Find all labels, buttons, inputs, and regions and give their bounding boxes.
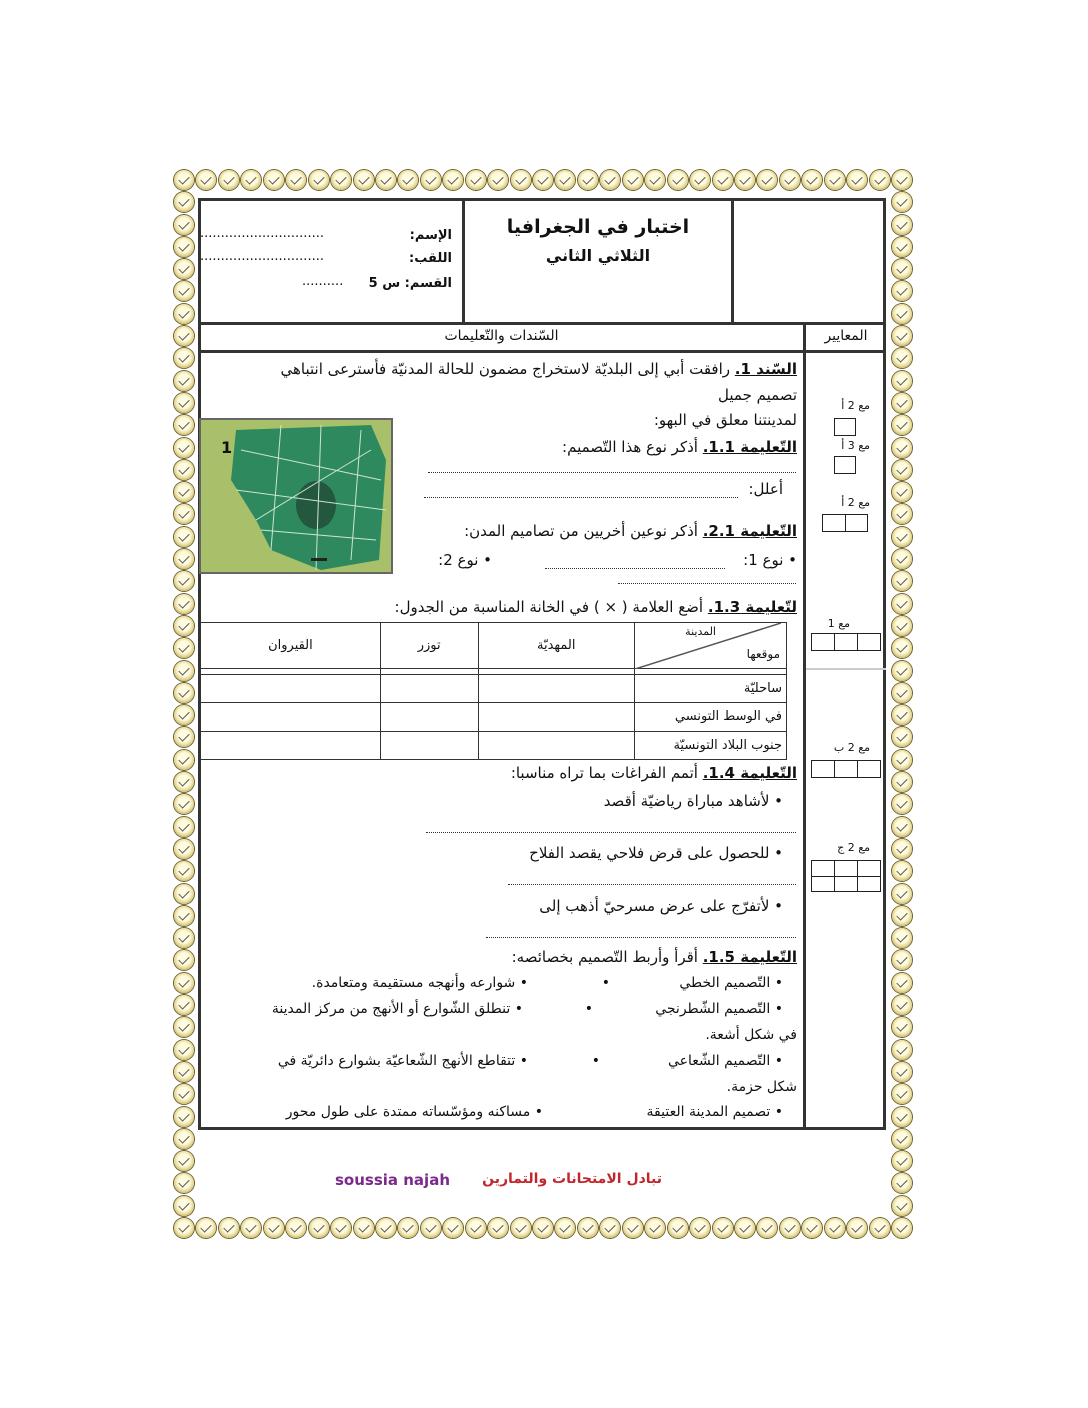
- bead-icon: [241, 170, 261, 190]
- answer-cell[interactable]: [380, 703, 478, 731]
- answer-cell[interactable]: [201, 675, 381, 703]
- bead-icon: [174, 616, 194, 636]
- bead-icon: [892, 192, 912, 212]
- bead-icon: [174, 817, 194, 837]
- bead-icon: [174, 527, 194, 547]
- bead-icon: [892, 594, 912, 614]
- sanad-label: السّند 1.: [734, 360, 797, 378]
- divider: [731, 198, 734, 322]
- corner-city: المدينة: [685, 625, 716, 638]
- bead-icon: [892, 750, 912, 770]
- bead-icon: [174, 1151, 194, 1171]
- bead-icon: [780, 170, 800, 190]
- bead-icon: [600, 1218, 620, 1238]
- bead-icon: [309, 1218, 329, 1238]
- score-box[interactable]: [822, 514, 868, 532]
- bead-icon: [892, 1129, 912, 1149]
- bead-icon: [443, 170, 463, 190]
- bead-icon: [892, 661, 912, 681]
- bead-icon: [690, 170, 710, 190]
- answer-cell[interactable]: [380, 731, 478, 759]
- bead-icon: [892, 1218, 912, 1238]
- bead-icon: [174, 348, 194, 368]
- bead-icon: [174, 1107, 194, 1127]
- q11-label: التّعليمة 1.1.: [702, 438, 797, 456]
- bead-icon: [623, 170, 643, 190]
- q15-feature: • تتقاطع الأنهج الشّعاعيّة بشوارع دائريّة في: [277, 1053, 528, 1069]
- bead-icon: [466, 170, 486, 190]
- score-box[interactable]: [834, 456, 856, 474]
- q15-design: • التّصميم الشّعاعي: [667, 1053, 783, 1069]
- answer-cell[interactable]: [201, 731, 381, 759]
- bead-icon: [174, 794, 194, 814]
- bead-icon: [600, 170, 620, 190]
- bead-icon: [174, 928, 194, 948]
- q21-text: أذكر نوعين أخريين من تصاميم المدن:: [464, 522, 698, 540]
- bead-icon: [286, 1218, 306, 1238]
- bead-icon: [174, 571, 194, 591]
- q15-feature: • تنطلق الشّوارع أو الأنهج من مركز المدينة: [271, 1001, 523, 1017]
- bead-icon: [892, 772, 912, 792]
- bead-icon: [892, 1084, 912, 1104]
- row-label: في الوسط التونسي: [635, 703, 787, 731]
- divider: [198, 322, 886, 325]
- sanad-text: [280, 360, 797, 378]
- criterion-label: مع 2 ب: [833, 741, 870, 754]
- city-header: المهديّة: [478, 623, 635, 669]
- q15-design: • التّصميم الشّطرنجي: [655, 1001, 783, 1017]
- bead-icon: [174, 1218, 194, 1238]
- bead-icon: [174, 973, 194, 993]
- bead-icon: [533, 1218, 553, 1238]
- class-field[interactable]: ..........: [302, 274, 344, 289]
- bead-icon: [757, 1218, 777, 1238]
- bead-icon: [286, 170, 306, 190]
- answer-cell[interactable]: [478, 703, 635, 731]
- bead-icon: [892, 683, 912, 703]
- score-box[interactable]: [811, 760, 881, 778]
- bead-icon: [623, 1218, 643, 1238]
- footer-brand: soussia najah: [335, 1171, 450, 1189]
- bead-icon: [892, 794, 912, 814]
- bead-icon: [892, 438, 912, 458]
- bead-icon: [892, 571, 912, 591]
- q13-text: أضع العلامة ( × ) في الخانة المناسبة من الجدول:: [394, 598, 704, 616]
- score-box[interactable]: [834, 418, 856, 436]
- bead-icon: [174, 1017, 194, 1037]
- bead-icon: [421, 170, 441, 190]
- exam-title: اختبار في الجغرافيا: [506, 216, 690, 238]
- row-label: جنوب البلاد التونسيّة: [635, 731, 787, 759]
- criterion-label: مع 2 أ: [841, 496, 870, 509]
- footer-text: تبادل الامتحانات والتمارين: [482, 1171, 662, 1187]
- name-label: الإسم:: [409, 228, 452, 243]
- bead-icon: [488, 1218, 508, 1238]
- bead-icon: [892, 504, 912, 524]
- bead-icon: [892, 1062, 912, 1082]
- bead-icon: [892, 705, 912, 725]
- q21-type1: • نوع 1:: [743, 551, 797, 569]
- bead-icon: [802, 170, 822, 190]
- bead-icon: [892, 1017, 912, 1037]
- bead-icon: [264, 170, 284, 190]
- bead-icon: [645, 1218, 665, 1238]
- bead-icon: [174, 281, 194, 301]
- bead-icon: [892, 1173, 912, 1193]
- bead-icon: [174, 1084, 194, 1104]
- bead-icon: [488, 170, 508, 190]
- sanad-body: رافقت أبي إلى البلديّة لاستخراج مضمون للحالة المدنيّة فأسترعى انتباهي: [280, 360, 731, 378]
- bead-icon: [174, 438, 194, 458]
- bead-icon: [354, 1218, 374, 1238]
- bead-icon: [174, 1129, 194, 1149]
- bead-icon: [174, 415, 194, 435]
- q14-label: التّعليمة 1.4.: [702, 764, 797, 782]
- q11-justify-line[interactable]: [424, 497, 738, 498]
- bead-icon: [892, 1151, 912, 1171]
- bead-icon: [174, 393, 194, 413]
- bead-icon: [174, 950, 194, 970]
- bead-icon: [690, 1218, 710, 1238]
- bead-icon: [398, 1218, 418, 1238]
- class-label: القسم: س 5: [368, 276, 452, 291]
- bead-icon: [174, 906, 194, 926]
- q14-answer-line[interactable]: [486, 937, 796, 938]
- q15-dot[interactable]: •: [601, 975, 610, 991]
- bead-icon: [892, 415, 912, 435]
- bead-icon: [466, 1218, 486, 1238]
- bead-icon: [892, 616, 912, 636]
- q15-feature: • مساكنه ومؤسّساته ممتدة على طول محور: [285, 1104, 543, 1120]
- q14-answer-line[interactable]: [508, 884, 796, 885]
- q15-feature: • شوارعه وأنهجه مستقيمة ومتعامدة.: [311, 975, 528, 991]
- bead-icon: [870, 170, 890, 190]
- bead-icon: [174, 460, 194, 480]
- score-box[interactable]: [811, 633, 881, 651]
- bead-icon: [892, 348, 912, 368]
- divider: [806, 668, 886, 670]
- bead-icon: [309, 170, 329, 190]
- score-box[interactable]: [811, 860, 881, 892]
- bead-icon: [443, 1218, 463, 1238]
- bead-icon: [892, 817, 912, 837]
- answer-cell[interactable]: [201, 703, 381, 731]
- q21-type2: • نوع 2:: [438, 551, 492, 569]
- q14-answer-line[interactable]: [426, 832, 796, 833]
- bead-icon: [892, 861, 912, 881]
- bead-icon: [780, 1218, 800, 1238]
- bead-icon: [555, 170, 575, 190]
- bead-icon: [892, 527, 912, 547]
- q15-text: أقرأ وأربط التّصميم بخصائصه:: [511, 948, 698, 966]
- bead-icon: [892, 638, 912, 658]
- bead-icon: [892, 1196, 912, 1216]
- bead-icon: [578, 1218, 598, 1238]
- bead-icon: [174, 192, 194, 212]
- q15-design: • التّصميم الخطي: [679, 975, 783, 991]
- bead-icon: [825, 170, 845, 190]
- bead-icon: [892, 549, 912, 569]
- name-field[interactable]: ..............................: [200, 226, 324, 241]
- corner-location: موقعها: [746, 647, 780, 661]
- bead-icon: [174, 371, 194, 391]
- bead-icon: [354, 170, 374, 190]
- criterion-label: مع 2 ج: [837, 841, 870, 854]
- bead-icon: [578, 170, 598, 190]
- q14-item: • لأتفرّج على عرض مسرحيّ أذهب إلى: [539, 897, 783, 915]
- q21-type1-line[interactable]: [545, 568, 725, 569]
- bead-icon: [713, 1218, 733, 1238]
- column-main-header: السّندات والتّعليمات: [444, 328, 559, 344]
- bead-icon: [847, 170, 867, 190]
- bead-icon: [802, 1218, 822, 1238]
- q21-label: التّعليمة 2.1.: [702, 522, 797, 540]
- sanad-line3: لمدينتنا معلق في البهو:: [653, 411, 797, 429]
- row-label: ساحليّة: [635, 675, 787, 703]
- bead-icon: [645, 170, 665, 190]
- q15-label: التّعليمة 1.5.: [702, 948, 797, 966]
- criterion-label: مع 2 أ: [841, 399, 870, 412]
- answer-cell[interactable]: [478, 675, 635, 703]
- bead-icon: [174, 215, 194, 235]
- bead-icon: [892, 928, 912, 948]
- exam-subtitle: الثلاثي الثاني: [545, 246, 651, 265]
- bead-icon: [174, 482, 194, 502]
- q14-item: • للحصول على قرض فلاحي يقصد الفلاح: [529, 844, 783, 862]
- bead-icon: [174, 237, 194, 257]
- divider: [198, 350, 886, 353]
- surname-field[interactable]: ..............................: [200, 249, 324, 264]
- bead-icon: [892, 460, 912, 480]
- bead-icon: [892, 906, 912, 926]
- bead-icon: [174, 727, 194, 747]
- bead-icon: [892, 393, 912, 413]
- bead-icon: [892, 995, 912, 1015]
- bead-icon: [668, 170, 688, 190]
- bead-icon: [421, 1218, 441, 1238]
- bead-icon: [174, 1173, 194, 1193]
- bead-icon: [174, 549, 194, 569]
- bead-icon: [892, 259, 912, 279]
- bead-icon: [892, 170, 912, 190]
- bead-icon: [331, 170, 351, 190]
- bead-icon: [174, 1040, 194, 1060]
- column-criteria-header: المعايير: [824, 328, 868, 344]
- bead-icon: [174, 304, 194, 324]
- divider: [803, 322, 806, 1130]
- q13-label: لتّعليمة 1.3.: [707, 598, 797, 616]
- bead-icon: [219, 1218, 239, 1238]
- q15-feature-cont: شكل حزمة.: [726, 1079, 797, 1095]
- answer-cell[interactable]: [478, 731, 635, 759]
- bead-icon: [174, 861, 194, 881]
- bead-icon: [174, 683, 194, 703]
- bead-icon: [892, 326, 912, 346]
- bead-icon: [892, 884, 912, 904]
- bead-icon: [892, 371, 912, 391]
- bead-icon: [174, 1062, 194, 1082]
- q11-answer-line[interactable]: [428, 472, 796, 473]
- bead-icon: [174, 750, 194, 770]
- q15-feature-cont: في شكل أشعة.: [705, 1027, 797, 1043]
- bead-icon: [219, 170, 239, 190]
- q11-justify-label: أعلل:: [748, 480, 783, 498]
- bead-icon: [713, 170, 733, 190]
- bead-icon: [870, 1218, 890, 1238]
- bead-icon: [892, 973, 912, 993]
- bead-icon: [825, 1218, 845, 1238]
- bead-icon: [892, 281, 912, 301]
- city-header: القيروان: [201, 623, 381, 669]
- table-corner-cell: [635, 623, 787, 669]
- bead-icon: [174, 594, 194, 614]
- bead-icon: [264, 1218, 284, 1238]
- bead-icon: [735, 170, 755, 190]
- bead-icon: [533, 170, 553, 190]
- bead-icon: [174, 705, 194, 725]
- criterion-label: مع 3 أ: [841, 439, 870, 452]
- bead-icon: [555, 1218, 575, 1238]
- bead-icon: [174, 326, 194, 346]
- bead-icon: [376, 1218, 396, 1238]
- map-label: 1: [221, 438, 233, 457]
- bead-icon: [892, 839, 912, 859]
- bead-icon: [892, 1107, 912, 1127]
- bead-icon: [174, 638, 194, 658]
- bead-icon: [398, 170, 418, 190]
- bead-icon: [892, 237, 912, 257]
- city-map-image: [199, 418, 393, 574]
- bead-icon: [511, 170, 531, 190]
- bead-icon: [892, 482, 912, 502]
- bead-icon: [892, 304, 912, 324]
- bead-icon: [174, 259, 194, 279]
- bead-icon: [241, 1218, 261, 1238]
- bead-icon: [196, 1218, 216, 1238]
- bead-icon: [668, 1218, 688, 1238]
- bead-icon: [892, 215, 912, 235]
- city-header: توزر: [380, 623, 478, 669]
- bead-icon: [847, 1218, 867, 1238]
- bead-icon: [174, 661, 194, 681]
- q15-dot[interactable]: •: [591, 1053, 600, 1069]
- bead-icon: [757, 170, 777, 190]
- sanad-line2: تصميم جميل: [718, 386, 797, 404]
- q11-text: أذكر نوع هذا التّصميم:: [562, 438, 698, 456]
- q14-item: • لأشاهد مباراة رياضيّة أقصد: [603, 792, 783, 810]
- bead-icon: [174, 1196, 194, 1216]
- bead-icon: [331, 1218, 351, 1238]
- bead-icon: [174, 839, 194, 859]
- answer-cell[interactable]: [380, 675, 478, 703]
- bead-icon: [376, 170, 396, 190]
- q14-text: أتمم الفراغات بما تراه مناسبا:: [510, 764, 698, 782]
- bead-icon: [174, 170, 194, 190]
- bead-icon: [735, 1218, 755, 1238]
- bead-icon: [174, 504, 194, 524]
- q15-design: • تصميم المدينة العتيقة: [646, 1104, 783, 1120]
- bead-icon: [196, 170, 216, 190]
- location-table: [200, 622, 787, 760]
- bead-icon: [892, 727, 912, 747]
- q15-dot[interactable]: •: [584, 1001, 593, 1017]
- bead-icon: [174, 995, 194, 1015]
- bead-icon: [174, 884, 194, 904]
- criterion-label: مع 1: [827, 617, 850, 630]
- q21-type2-line[interactable]: [618, 583, 796, 584]
- bead-icon: [174, 772, 194, 792]
- surname-label: اللقب:: [409, 251, 452, 266]
- bead-icon: [892, 950, 912, 970]
- bead-icon: [511, 1218, 531, 1238]
- bead-icon: [892, 1040, 912, 1060]
